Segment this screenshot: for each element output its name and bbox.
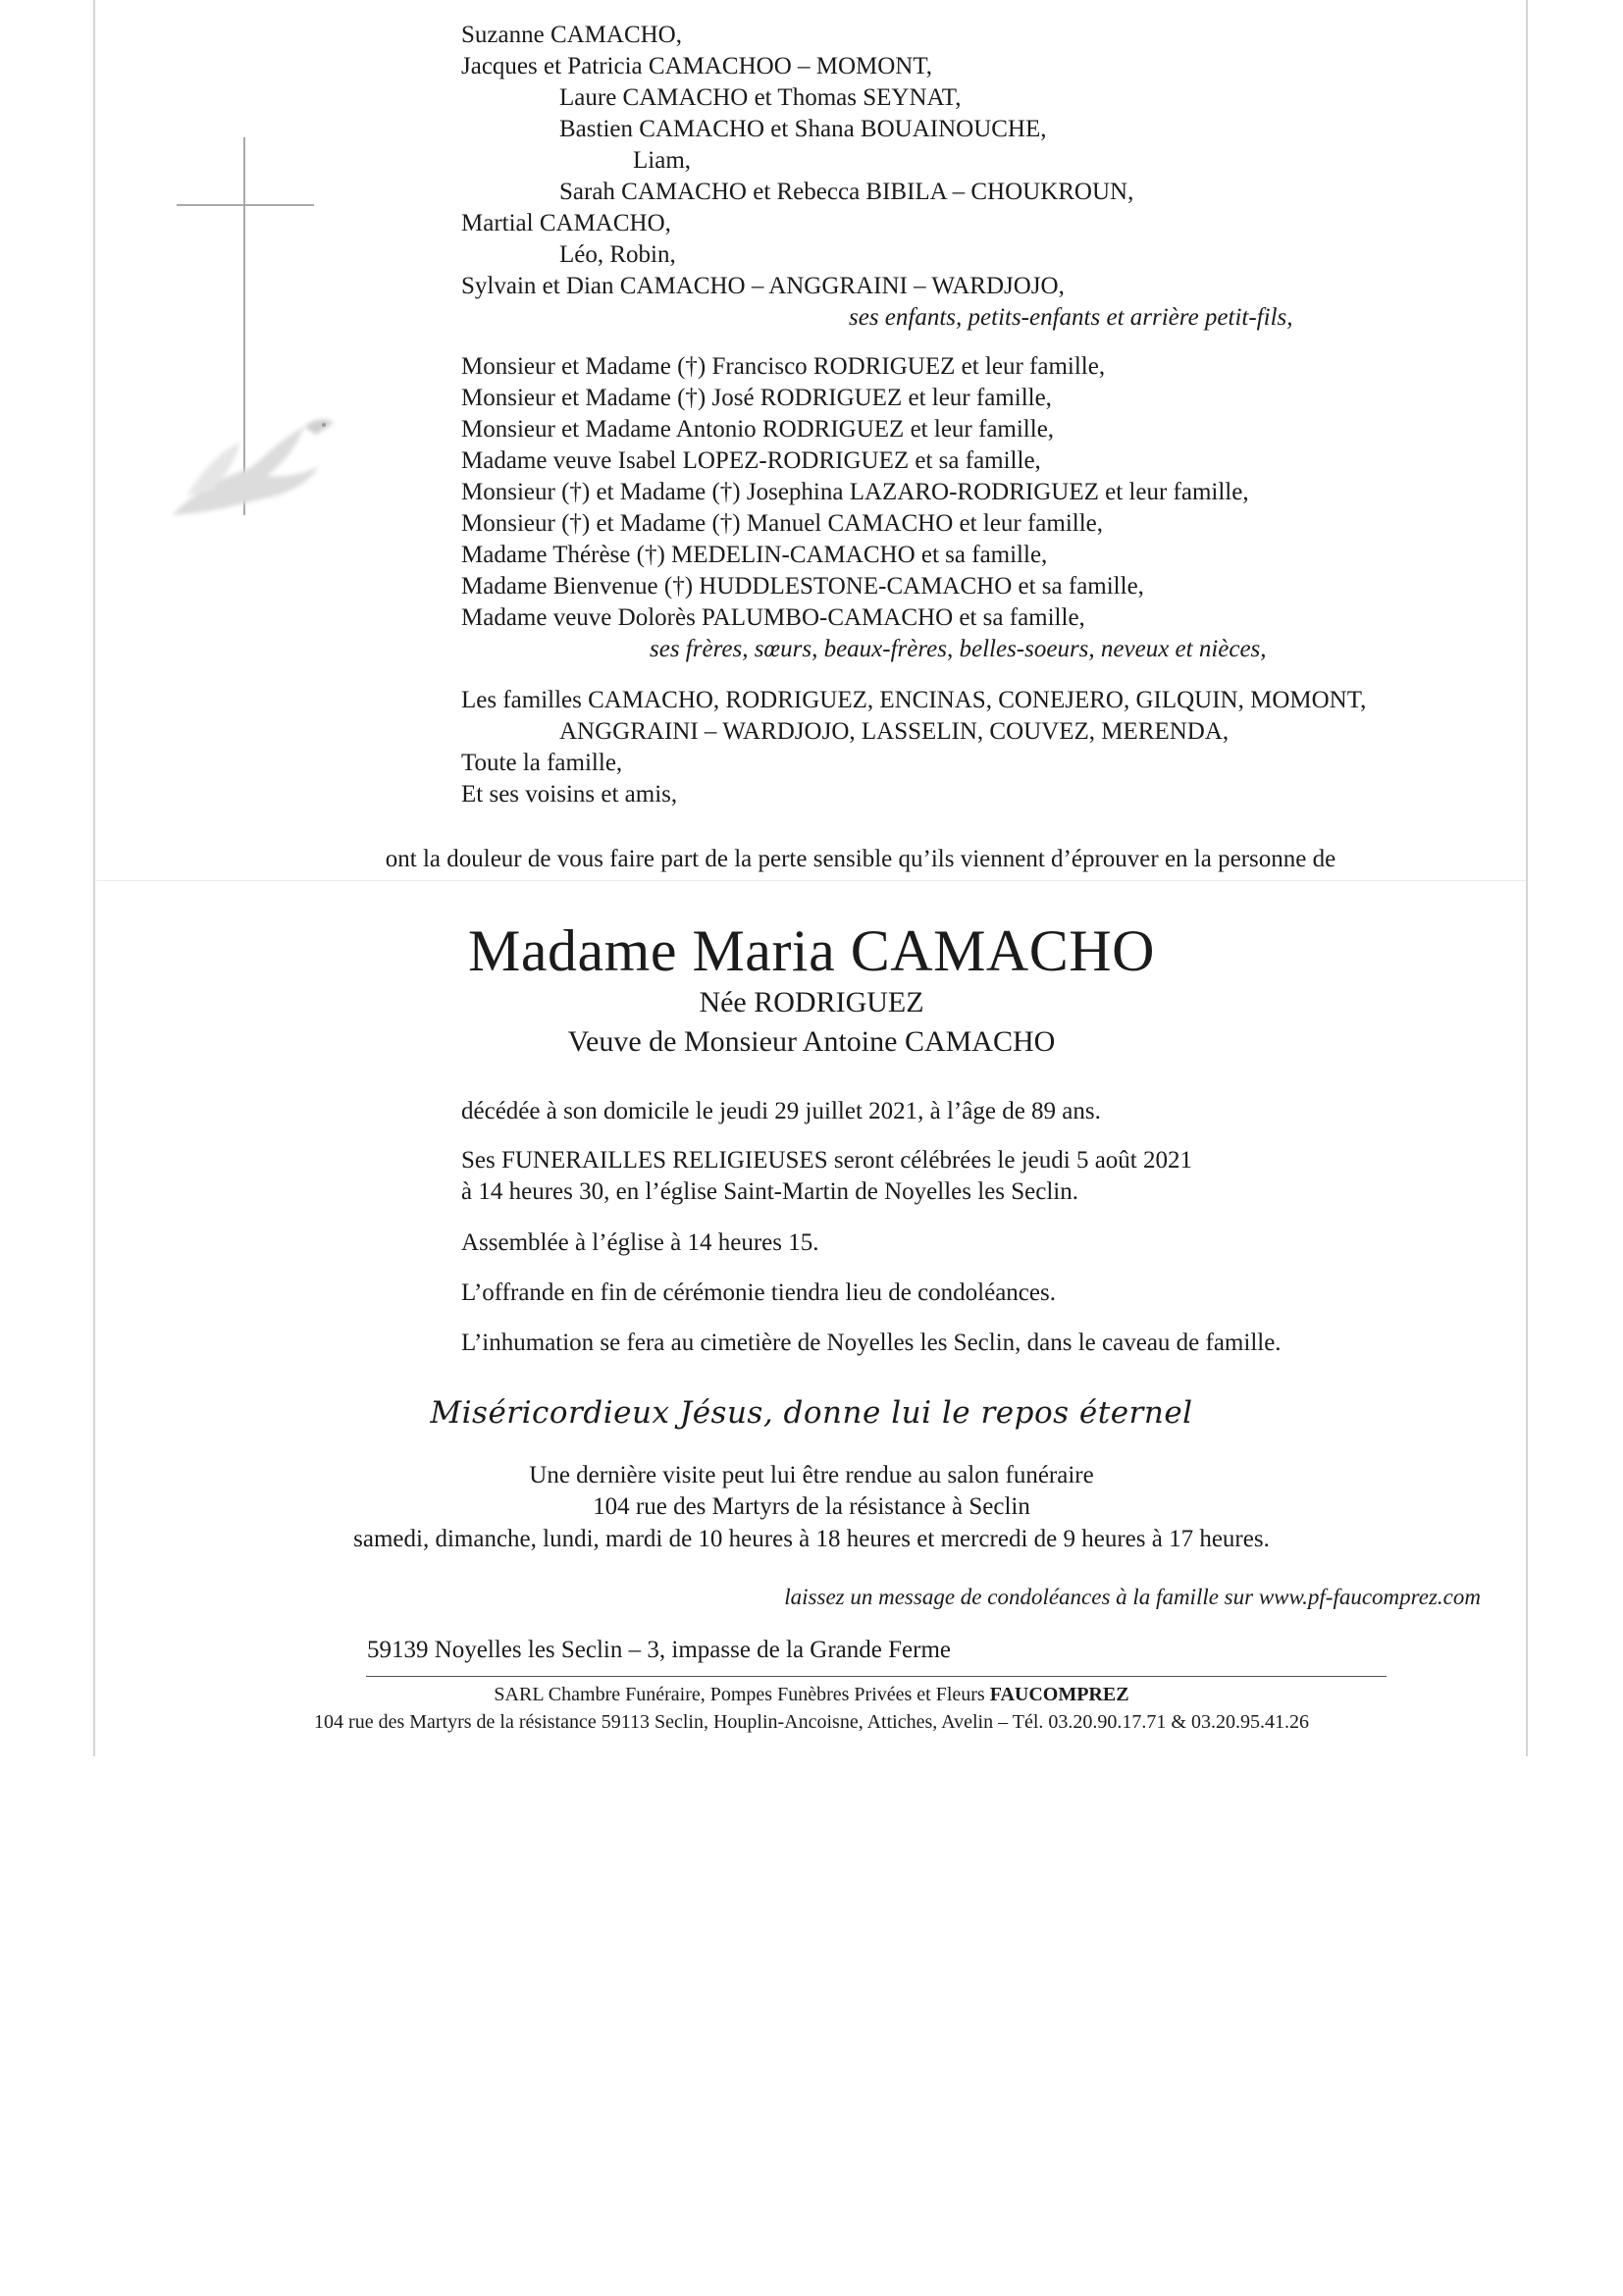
funeral-home-line-1 [0, 1684, 1623, 1706]
list-item: Monsieur et Madame (†) Francisco RODRIGUEZ et leur famille, [461, 353, 1106, 380]
prayer-line: Miséricordieux Jésus, donne lui le repos éternel [430, 1395, 1193, 1431]
list-item: Léo, Robin, [559, 241, 676, 268]
footer-divider [366, 1676, 1387, 1677]
cross-horizontal [177, 204, 314, 206]
burial-note: L’inhumation se fera au cimetière de Noyelles les Seclin, dans le caveau de famille. [461, 1330, 1282, 1356]
list-item: Monsieur et Madame Antonio RODRIGUEZ et leur famille, [461, 416, 1055, 443]
family-address: 59139 Noyelles les Seclin – 3, impasse de la Grande Ferme [367, 1637, 951, 1663]
list-item: Monsieur (†) et Madame (†) Josephina LAZARO-RODRIGUEZ et leur famille, [461, 479, 1249, 505]
list-item: Jacques et Patricia CAMACHOO – MOMONT, [461, 53, 933, 79]
list-item: Suzanne CAMACHO, [461, 22, 682, 48]
funeral-home-brand: FAUCOMPREZ [989, 1684, 1129, 1705]
announcement [0, 846, 1623, 873]
list-item: Madame veuve Dolorès PALUMBO-CAMACHO et sa famille, [461, 604, 1085, 631]
list-item: Madame veuve Isabel LOPEZ-RODRIGUEZ et sa famille, [461, 447, 1041, 474]
widow-of: Veuve de Monsieur Antoine CAMACHO [567, 1025, 1056, 1058]
family-relation: ses enfants, petits-enfants et arrière petit-fils, [849, 304, 1293, 331]
list-item: Les familles CAMACHO, RODRIGUEZ, ENCINAS, CONEJERO, GILQUIN, MOMONT, [461, 687, 1367, 713]
visit-line-1: Une dernière visite peut lui être rendue au salon funéraire [529, 1462, 1094, 1488]
list-item: ANGGRAINI – WARDJOJO, LASSELIN, COUVEZ, MERENDA, [559, 718, 1230, 745]
list-item: Sylvain et Dian CAMACHO – ANGGRAINI – WARDJOJO, [461, 273, 1065, 299]
visit-line-3: samedi, dimanche, lundi, mardi de 10 heures à 18 heures et mercredi de 9 heures à 17 heures. [353, 1526, 1270, 1552]
list-item: Laure CAMACHO et Thomas SEYNAT, [559, 84, 962, 111]
list-item: Bastien CAMACHO et Shana BOUAINOUCHE, [559, 116, 1047, 142]
list-item: Sarah CAMACHO et Rebecca BIBILA – CHOUKROUN, [559, 179, 1134, 205]
dove-icon [157, 397, 353, 535]
funeral-home-name: SARL Chambre Funéraire, Pompes Funèbres Privées et Fleurs [494, 1684, 990, 1705]
funeral-line-1: Ses FUNERAILLES RELIGIEUSES seront célébrées le jeudi 5 août 2021 [461, 1147, 1193, 1174]
siblings-relation: ses frères, sœurs, beaux-frères, belles-soeurs, neveux et nièces, [650, 636, 1267, 662]
deceased-name: Madame Maria CAMACHO [468, 918, 1155, 983]
list-item: Martial CAMACHO, [461, 210, 671, 236]
web-message: laissez un message de condoléances à la famille sur www.pf-faucomprez.com [784, 1585, 1481, 1609]
fold-line [96, 880, 1526, 881]
visit-line-2: 104 rue des Martyrs de la résistance à Seclin [593, 1493, 1030, 1520]
funeral-home-line-2: 104 rue des Martyrs de la résistance 59113 Seclin, Houplin-Ancoisne, Attiches, Avelin – Tél. 03.20.90.17.71 & 03.20.95.41.26 [314, 1711, 1309, 1733]
offering-note: L’offrande en fin de cérémonie tiendra lieu de condoléances. [461, 1279, 1056, 1306]
family-list [461, 20, 1501, 810]
list-item: Madame Bienvenue (†) HUDDLESTONE-CAMACHO et sa famille, [461, 573, 1144, 600]
maiden-name: Née RODRIGUEZ [699, 986, 924, 1018]
funeral-line-2: à 14 heures 30, en l’église Saint-Martin de Noyelles les Seclin. [461, 1178, 1079, 1205]
death-notice: décédée à son domicile le jeudi 29 juillet 2021, à l’âge de 89 ans. [461, 1098, 1101, 1124]
list-item: Et ses voisins et amis, [461, 781, 678, 808]
assembly-time: Assemblée à l’église à 14 heures 15. [461, 1229, 819, 1256]
list-item: Liam, [633, 147, 692, 174]
announcement-text: ont la douleur de vous faire part de la perte sensible qu’ils viennent d’éprouver en la personne de [385, 846, 1336, 872]
cross-ornament [147, 137, 343, 520]
list-item: Toute la famille, [461, 750, 623, 776]
list-item: Monsieur et Madame (†) José RODRIGUEZ et leur famille, [461, 385, 1052, 411]
list-item: Madame Thérèse (†) MEDELIN-CAMACHO et sa famille, [461, 542, 1048, 568]
list-item: Monsieur (†) et Madame (†) Manuel CAMACHO et leur famille, [461, 510, 1104, 537]
